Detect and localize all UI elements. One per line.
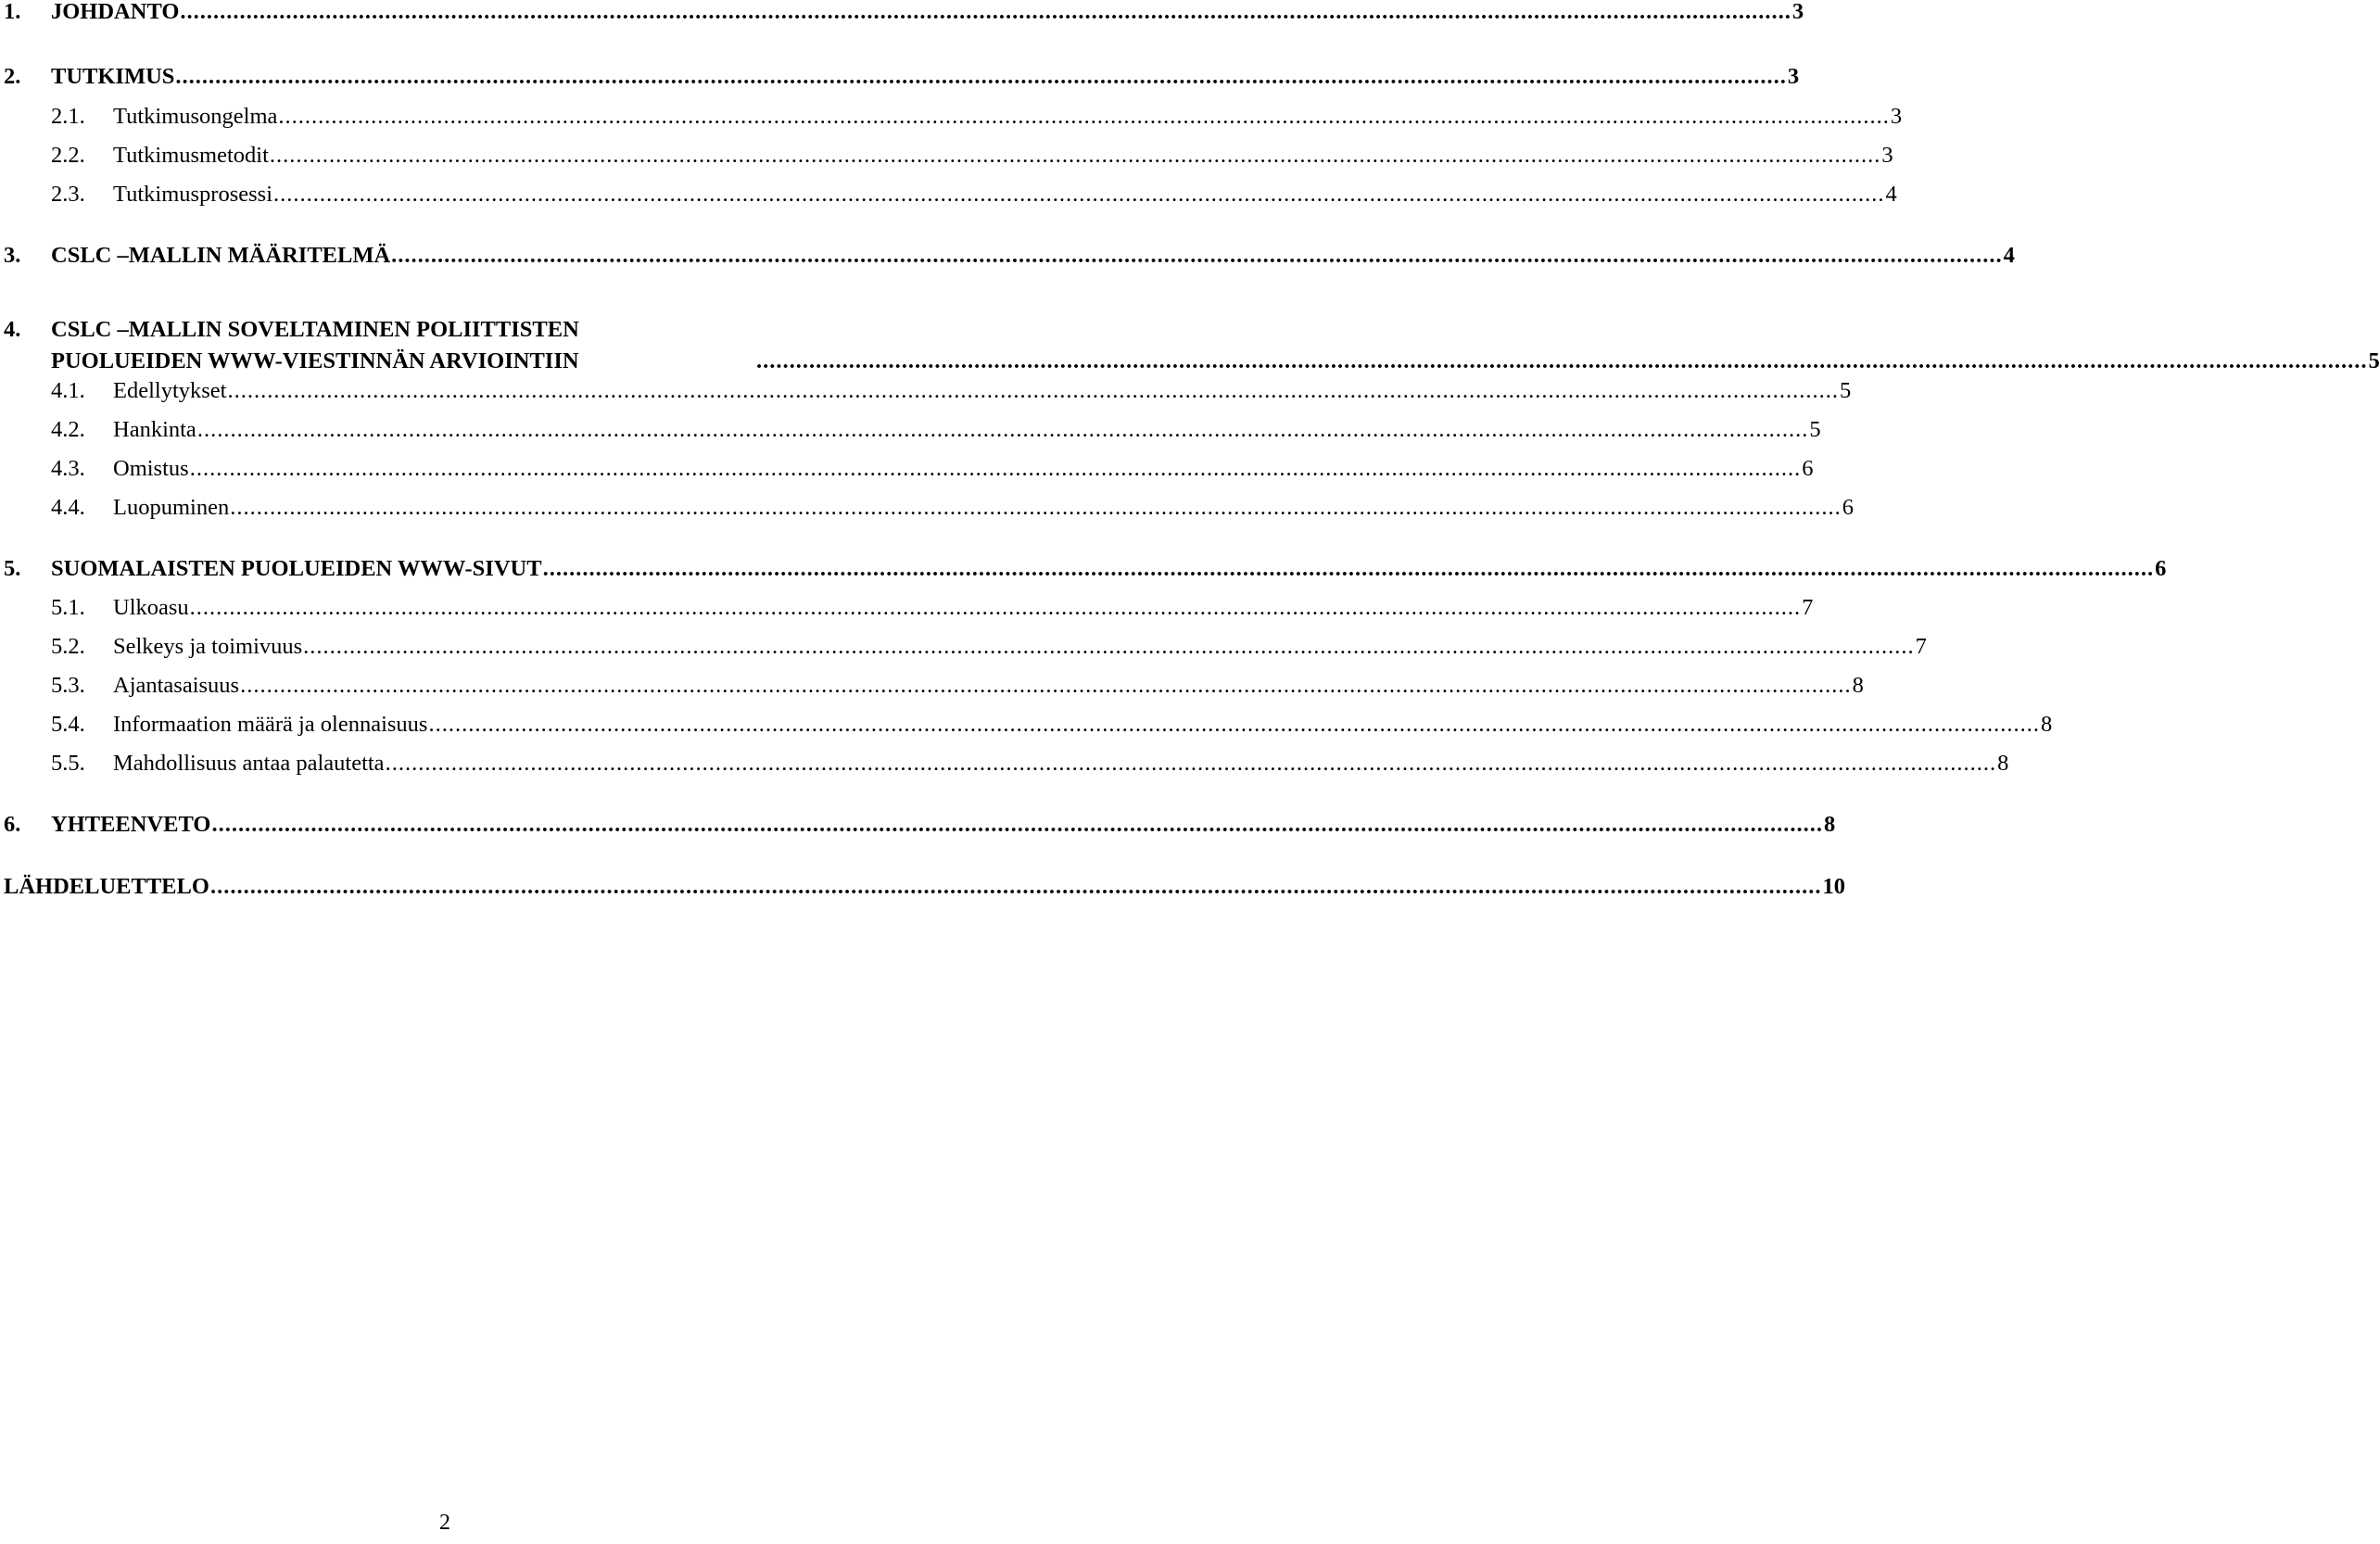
toc-dot-leader <box>278 103 1890 131</box>
toc-entry-www-sivut <box>4 551 2167 583</box>
toc-entry-title: Tutkimusmetodit <box>113 143 269 168</box>
toc-entry-title: Hankinta <box>113 417 196 442</box>
toc-entry-title: Edellytykset <box>113 378 227 403</box>
toc-entry-title-line1: CSLC –MALLIN SOVELTAMINEN POLIITTISTEN <box>51 317 579 342</box>
toc-dot-leader <box>270 142 1881 170</box>
toc-entry-number: 6. <box>4 812 21 837</box>
toc-entry-hankinta <box>51 412 1821 444</box>
toc-entry-page: 6 <box>2155 556 2167 581</box>
toc-entry-title: JOHDANTO <box>51 0 180 24</box>
toc-entry-page: 5 <box>1809 417 1821 442</box>
toc-entry-number: 1. <box>4 0 21 24</box>
toc-entry-number: 5.2. <box>51 634 85 659</box>
toc-dot-leader <box>273 181 1885 209</box>
toc-entry-page: 8 <box>1852 673 1864 698</box>
toc-entry-title: CSLC –MALLIN MÄÄRITELMÄ <box>51 243 391 268</box>
toc-entry-tutkimus <box>4 59 1800 91</box>
toc-entry-page: 8 <box>1823 812 1836 837</box>
toc-entry-page: 3 <box>1881 143 1893 168</box>
toc-entry-page: 7 <box>1802 595 1814 620</box>
toc-entry-page: 3 <box>1791 0 1804 24</box>
toc-entry-number: 4.2. <box>51 417 85 442</box>
toc-entry-number: 5. <box>4 556 21 581</box>
toc-entry-number: 4.4. <box>51 495 85 520</box>
toc-dot-leader <box>303 633 1915 661</box>
toc-entry-informaatio <box>51 707 2053 739</box>
toc-dot-leader <box>391 242 2003 270</box>
toc-entry-page: 7 <box>1915 634 1927 659</box>
toc-entry-tutkimusmetodit <box>51 138 1893 170</box>
toc-dot-leader <box>190 594 1802 622</box>
toc-entry-page: 5 <box>1839 378 1852 403</box>
toc-entry-ulkoasu <box>51 590 1814 622</box>
toc-entry-number: 5.4. <box>51 712 85 737</box>
toc-entry-number: 2. <box>4 64 21 89</box>
toc-entry-yhteenveto <box>4 807 1836 839</box>
toc-entry-number: 5.3. <box>51 673 85 698</box>
toc-entry-page: 4 <box>2003 243 2015 268</box>
toc-dot-leader <box>180 0 1791 26</box>
toc-entry-title: Omistus <box>113 456 189 481</box>
toc-entry-page: 6 <box>1842 495 1854 520</box>
toc-entry-number: 4.1. <box>51 378 85 403</box>
toc-dot-leader <box>428 711 2040 739</box>
toc-entry-number: 2.1. <box>51 104 85 129</box>
toc-entry-title: Luopuminen <box>113 495 230 520</box>
toc-entry-page: 3 <box>1890 104 1903 129</box>
toc-entry-omistus <box>51 451 1814 483</box>
toc-entry-selkeys <box>51 629 1927 661</box>
toc-entry-lahdeluettelo <box>4 869 1845 901</box>
toc-dot-leader <box>190 455 1802 483</box>
toc-entry-page: 8 <box>2040 712 2053 737</box>
toc-entry-title: YHTEENVETO <box>51 812 211 837</box>
toc-entry-palaute <box>51 746 2009 778</box>
toc-entry-page: 4 <box>1885 182 1897 207</box>
toc-entry-page: 8 <box>1997 751 2009 776</box>
toc-entry-number: 3. <box>4 243 21 268</box>
toc-dot-leader <box>386 750 1997 778</box>
toc-entry-tutkimusongelma <box>51 99 1903 131</box>
toc-entry-title-line2: PUOLUEIDEN WWW-VIESTINNÄN ARVIOINTIIN <box>51 348 579 373</box>
toc-entry-page: 5 <box>2368 348 2380 373</box>
toc-entry-title: LÄHDELUETTELO <box>4 874 209 899</box>
toc-entry-page: 10 <box>1822 874 1845 899</box>
toc-dot-leader <box>543 555 2155 583</box>
toc-entry-number: 5.5. <box>51 751 85 776</box>
toc-entry-title: TUTKIMUS <box>51 64 175 89</box>
toc-entry-luopuminen <box>51 490 1854 522</box>
toc-entry-tutkimusprosessi <box>51 177 1897 209</box>
toc-entry-title: Ulkoasu <box>113 595 189 620</box>
toc-entry-number: 2.2. <box>51 143 85 168</box>
toc-dot-leader <box>211 811 1823 839</box>
toc-entry-title: Mahdollisuus antaa palautetta <box>113 751 385 776</box>
toc-entry-edellytykset <box>51 373 1852 405</box>
toc-entry-title: Ajantasaisuus <box>113 673 240 698</box>
toc-entry-cslc-soveltaminen <box>4 310 2380 381</box>
toc-entry-title: Informaation määrä ja olennaisuus <box>113 712 428 737</box>
toc-dot-leader <box>197 416 1809 444</box>
toc-entry-title: Selkeys ja toimivuus <box>113 634 303 659</box>
toc-dot-leader <box>175 63 1787 91</box>
toc-entry-page: 6 <box>1802 456 1814 481</box>
toc-entry-number: 4. <box>4 317 21 342</box>
toc-entry-ajantasaisuus <box>51 668 1864 700</box>
toc-dot-leader <box>240 672 1852 700</box>
toc-entry-cslc-maaritelma <box>4 238 2015 270</box>
toc-entry-number: 4.3. <box>51 456 85 481</box>
toc-dot-leader <box>230 494 1842 522</box>
toc-dot-leader <box>756 342 2368 381</box>
toc-dot-leader <box>210 873 1822 901</box>
toc-entry-title-block <box>51 310 2380 381</box>
toc-entry-title: Tutkimusprosessi <box>113 182 273 207</box>
toc-entry-title: Tutkimusongelma <box>113 104 278 129</box>
toc-entry-title: SUOMALAISTEN PUOLUEIDEN WWW-SIVUT <box>51 556 542 581</box>
toc-entry-number: 2.3. <box>51 182 85 207</box>
page-number: 2 <box>439 1511 450 1535</box>
toc-entry-page: 3 <box>1787 64 1800 89</box>
toc-dot-leader <box>227 377 1839 405</box>
toc-entry-johdanto <box>4 0 1804 26</box>
toc-entry-number: 5.1. <box>51 595 85 620</box>
